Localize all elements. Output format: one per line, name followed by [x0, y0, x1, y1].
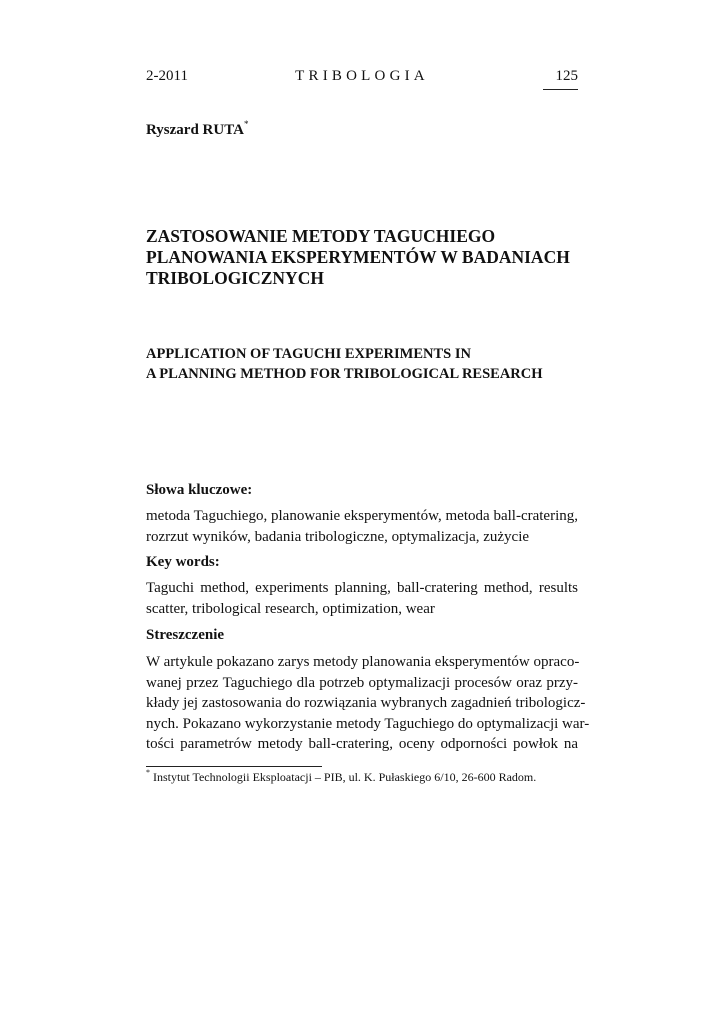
keywords-pl-heading: Słowa kluczowe:: [146, 482, 253, 498]
text-line: W artykule pokazano zarys metody planowania eksperymentów opraco-: [146, 654, 580, 670]
author-line: [146, 119, 249, 139]
page-number: 125: [555, 68, 578, 84]
title-polish: [146, 226, 586, 289]
footnote-text: Instytut Technologii Eksploatacji – PIB, ul. K. Pułaskiego 6/10, 26-600 Radom.: [153, 770, 537, 784]
title-pl-line: TRIBOLOGICZNYCH: [146, 268, 324, 288]
title-pl-line: PLANOWANIA EKSPERYMENTÓW W BADANIACH: [146, 247, 570, 267]
footnote-mark: *: [146, 768, 150, 777]
title-english: [146, 344, 586, 384]
abstract-heading: Streszczenie: [146, 627, 225, 643]
text-line: kłady jej zastosowania do rozwiązania wybranych zagadnień tribologicz-: [146, 695, 586, 711]
text-line: nych. Pokazano wykorzystanie metody Taguchiego do optymalizacji war-: [146, 715, 590, 732]
title-pl-line: ZASTOSOWANIE METODY TAGUCHIEGO: [146, 226, 496, 246]
text-line: wanej przez Taguchiego dla potrzeb optymalizacji procesów oraz przy-: [146, 674, 578, 691]
keywords-en-heading: Key words:: [146, 554, 220, 570]
text-line: Taguchi method, experiments planning, ball-cratering method, results: [146, 580, 578, 596]
keywords-pl-text: [146, 506, 578, 547]
footnote-rule: [146, 766, 322, 767]
text-line: scatter, tribological research, optimization, wear: [146, 600, 435, 617]
text-line: rozrzut wyników, badania tribologiczne, optymalizacja, zużycie: [146, 528, 530, 545]
header-rule: [543, 89, 578, 90]
issue-number: 2-2011: [146, 68, 188, 84]
title-en-line: A PLANNING METHOD FOR TRIBOLOGICAL RESEARCH: [146, 366, 543, 382]
text-line: tości parametrów metody ball-cratering, oceny odporności powłok na: [146, 736, 578, 752]
affiliation-footnote: [146, 770, 536, 785]
abstract-text: [146, 652, 590, 755]
author-footnote-mark: *: [243, 119, 249, 129]
running-header: [146, 68, 578, 90]
keywords-en-text: [146, 578, 578, 619]
text-line: metoda Taguchiego, planowanie eksperymentów, metoda ball-cratering,: [146, 508, 578, 524]
journal-name: TRIBOLOGIA: [295, 68, 429, 84]
author-name: Ryszard RUTA: [146, 122, 244, 138]
title-en-line: APPLICATION OF TAGUCHI EXPERIMENTS IN: [146, 346, 471, 362]
